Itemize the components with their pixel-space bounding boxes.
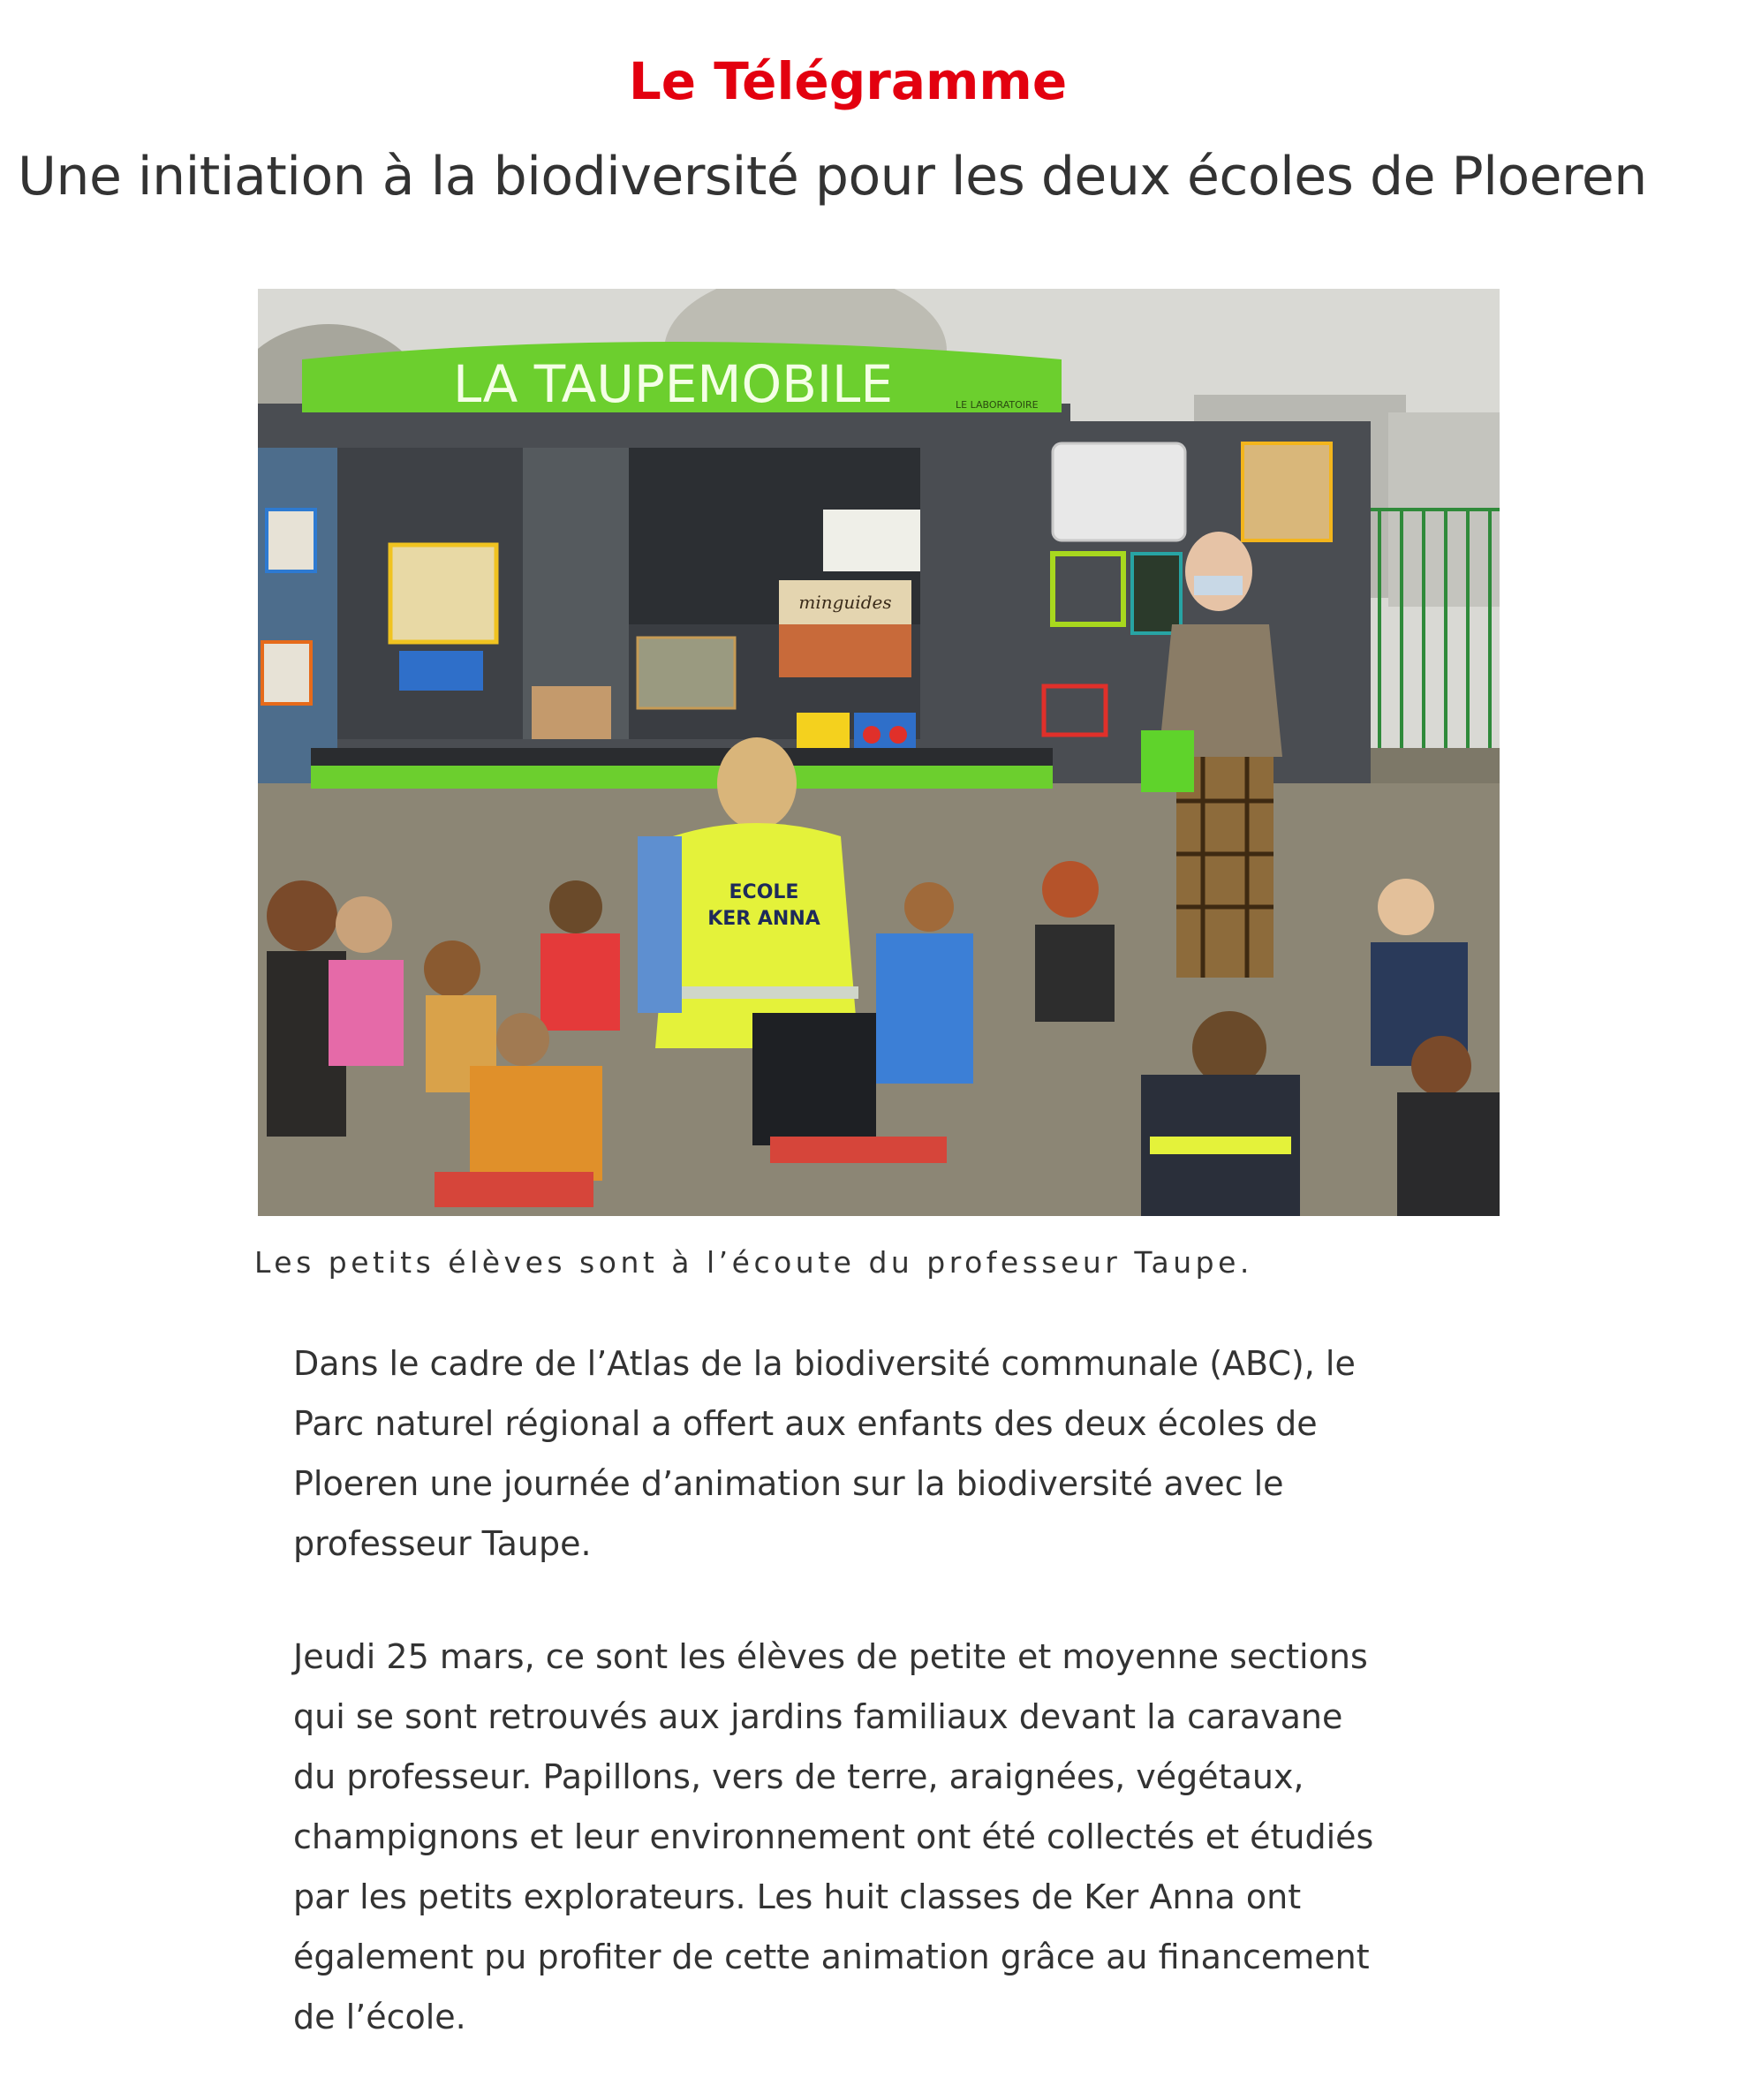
paragraph-line: Parc naturel régional a offert aux enfants des deux écoles de xyxy=(293,1404,1318,1443)
shelf-label-text: minguides xyxy=(798,592,892,613)
vest-text-line1: ECOLE xyxy=(729,881,799,903)
paragraph-line: de l’école. xyxy=(293,1998,466,2036)
photo-illustration xyxy=(258,289,1500,1216)
paragraph-line: également pu profiter de cette animation grâce au financement xyxy=(293,1938,1370,1976)
newspaper-logo: Le Télégramme xyxy=(628,51,1068,111)
vest-text-line2: KER ANNA xyxy=(707,908,820,930)
photo-caption: Les petits élèves sont à l’écoute du professeur Taupe. xyxy=(254,1245,1253,1280)
article-paragraph xyxy=(293,1627,1512,2047)
caravan-sign-subtext: LE LABORATOIRE xyxy=(956,399,1039,411)
paragraph-line: qui se sont retrouvés aux jardins familiaux devant la caravane xyxy=(293,1697,1343,1736)
paragraph-line: Jeudi 25 mars, ce sont les élèves de petite et moyenne sections xyxy=(293,1637,1368,1676)
article-paragraph xyxy=(293,1333,1512,1574)
paragraph-line: du professeur. Papillons, vers de terre, araignées, végétaux, xyxy=(293,1757,1304,1796)
article-photo xyxy=(258,289,1500,1216)
article-body xyxy=(293,1333,1512,2100)
article-headline: Une initiation à la biodiversité pour les deux écoles de Ploeren xyxy=(18,146,1647,208)
paragraph-line: professeur Taupe. xyxy=(293,1524,592,1563)
caravan-sign-text: LA TAUPEMOBILE xyxy=(453,354,893,414)
paragraph-line: Dans le cadre de l’Atlas de la biodiversité communale (ABC), le xyxy=(293,1344,1356,1383)
paragraph-line: champignons et leur environnement ont été collectés et étudiés xyxy=(293,1817,1374,1856)
paragraph-line: Ploeren une journée d’animation sur la biodiversité avec le xyxy=(293,1464,1284,1503)
paragraph-line: par les petits explorateurs. Les huit classes de Ker Anna ont xyxy=(293,1877,1302,1916)
